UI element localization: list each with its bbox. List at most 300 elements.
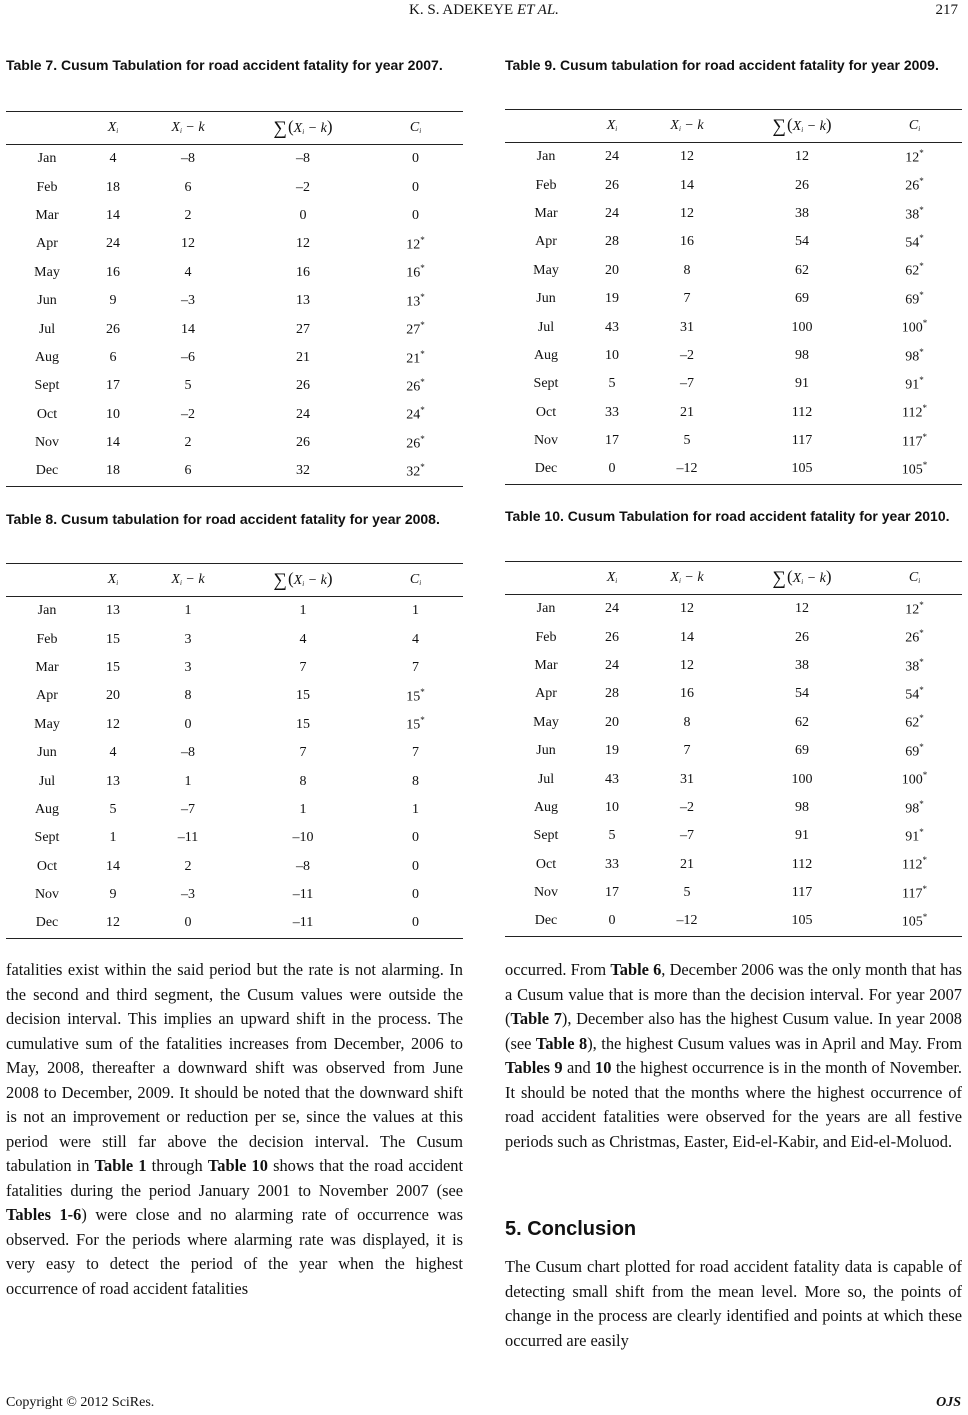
xi-minus-k-cell: 4 — [184, 264, 192, 280]
month-cell: Jan — [37, 603, 57, 619]
ci-cell: 91* — [905, 826, 924, 845]
xi-minus-k-cell: 1 — [184, 773, 192, 789]
table-row — [6, 909, 463, 938]
ci-cell: 0 — [412, 887, 419, 903]
month-cell: Jul — [537, 771, 555, 787]
right-paren: ) — [825, 566, 832, 586]
exceed-marker: * — [919, 261, 924, 272]
cumsum-cell: 15 — [296, 716, 310, 732]
sum-symbol: ∑ — [772, 115, 786, 137]
ci-cell: 26* — [905, 628, 924, 646]
header-x: X — [670, 570, 679, 585]
table-row — [6, 625, 463, 653]
cumsum-cell: 38 — [795, 205, 809, 221]
table-7-block — [6, 56, 463, 480]
exceed-marker: * — [420, 235, 425, 246]
xi-cell: 20 — [605, 262, 619, 278]
xi-cell: 24 — [605, 149, 619, 165]
cumsum-cell: 62 — [795, 714, 809, 730]
cumsum-cell: 105 — [737, 907, 867, 936]
table-8-block — [6, 510, 463, 931]
xi-minus-k-cell: 16 — [680, 234, 694, 250]
month-cell: Aug — [34, 349, 60, 365]
xi-cell: 18 — [88, 457, 138, 486]
table-row — [6, 145, 463, 174]
ci-cell: 54* — [905, 233, 924, 251]
xi-minus-k-cell: 0 — [138, 909, 238, 938]
cumsum-cell: –2 — [296, 179, 310, 195]
month-cell: Jun — [536, 743, 556, 759]
ci-cell: 38* — [905, 204, 924, 223]
month-cell: Mar — [534, 205, 558, 221]
xi-minus-k-cell: 8 — [683, 714, 691, 730]
xi-cell: 6 — [109, 349, 117, 365]
table-row — [6, 401, 463, 429]
sum-symbol: ∑ — [273, 117, 287, 139]
table-row — [505, 342, 962, 370]
right-paren: ) — [326, 116, 333, 136]
month-cell: Mar — [534, 657, 558, 673]
exceed-marker: * — [919, 713, 924, 724]
text-run: and — [562, 1058, 596, 1077]
ci-cell: 54* — [905, 685, 924, 703]
table-row — [6, 739, 463, 767]
xi-cell: 10 — [605, 347, 619, 363]
header-sub: i — [419, 127, 422, 135]
header-c: C — [908, 118, 919, 133]
exceed-marker: * — [922, 403, 927, 414]
month-cell: Feb — [36, 179, 58, 195]
xi-minus-k-cell: 2 — [184, 435, 192, 451]
cumsum-cell: –8 — [296, 151, 310, 167]
ci-cell: 0 — [412, 151, 419, 167]
exceed-marker: * — [919, 233, 924, 244]
header-sub: i — [615, 125, 618, 133]
bold-ref: Table 6 — [610, 960, 662, 979]
xi-minus-k-cell: –12 — [637, 455, 737, 484]
cumsum-cell: 12 — [795, 601, 809, 617]
table-8 — [6, 563, 463, 939]
table-row — [6, 202, 463, 230]
ci-cell: 0 — [412, 207, 419, 223]
table-row — [505, 200, 962, 228]
month-cell: May — [533, 262, 559, 278]
ci-cell: 0 — [412, 858, 419, 874]
cumsum-cell: 13 — [296, 293, 310, 309]
bold-ref: Tables 9 — [505, 1058, 563, 1077]
xi-cell: 4 — [109, 151, 117, 167]
right-paragraph — [505, 958, 962, 1154]
xi-minus-k-cell: 0 — [184, 716, 192, 732]
month-cell: Aug — [533, 799, 559, 815]
ci-cell: 12* — [905, 599, 924, 618]
xi-cell: 0 — [587, 455, 637, 484]
header-xi-minus-k — [637, 110, 737, 143]
header-x: X — [606, 570, 616, 585]
xi-minus-k-cell: –7 — [680, 376, 694, 392]
right-paren: ) — [326, 568, 333, 588]
ci-cell: 8 — [412, 773, 419, 789]
xi-minus-k-cell: 5 — [184, 378, 192, 394]
ci-cell: 0 — [412, 179, 419, 195]
cumsum-cell: 54 — [795, 686, 809, 702]
xi-minus-k-cell: –7 — [181, 801, 195, 817]
exceed-marker: * — [420, 376, 425, 387]
table-row — [505, 285, 962, 313]
month-cell: Mar — [35, 659, 59, 675]
table-row — [505, 313, 962, 341]
ci-cell: 7 — [412, 659, 419, 675]
xi-minus-k-cell: –12 — [637, 907, 737, 936]
xi-cell: 15 — [106, 659, 120, 675]
copyright: Copyright © 2012 SciRes. — [6, 1395, 155, 1410]
text-run: the highest occurrence is in the month of November. It should be noted that the months where the highest occurrence of road accident fatalities were observed for the years are all festive periods such as Christmas, Easter, Eid-el-Kabir, and Eid-el-Moluod. — [505, 1058, 962, 1151]
table-9-block — [505, 56, 962, 478]
text-run: fatalities exist within the said period but the rate is not alarming. In the second and third segment, the Cusum values were outside the decision interval. This implies an upward shift in the process. The cumulative sum of the fatalities increases from December, 2006 to May, 2008, thereafter a downward shift was observed from June 2008 to December, 2009. It should be noted that the downward shift is not an improvement or reduction per se, since the values at this period were still far above the decision interval. The Cusum tabulation in — [6, 960, 463, 1175]
header-c: C — [908, 570, 919, 585]
month-cell: Sept — [533, 376, 559, 392]
cumsum-cell: –11 — [238, 909, 368, 938]
cumsum-cell: 69 — [795, 291, 809, 307]
header-sub: i — [918, 125, 921, 133]
xi-minus-k-cell: 31 — [680, 319, 694, 335]
month-cell: May — [34, 264, 60, 280]
xi-minus-k-cell: 1 — [184, 603, 192, 619]
month-cell: Feb — [535, 177, 557, 193]
header-empty — [505, 562, 587, 595]
table-row — [505, 228, 962, 256]
exceed-marker: * — [922, 912, 928, 923]
header-sub: i — [116, 127, 119, 135]
text-run: shows that the road accident fatalities during the period January 2001 to November 2007 (see — [6, 1156, 463, 1200]
exceed-marker: * — [420, 348, 425, 359]
header-sub: i — [801, 125, 804, 134]
conclusion-paragraph: The Cusum chart plotted for road accident fatality data is capable of detecting small shift from the mean level. More so, the points of change in the process are clearly identified and points at which these occurred are easily — [505, 1257, 962, 1350]
xi-cell: 10 — [106, 406, 120, 422]
ci-cell: 26* — [905, 176, 924, 194]
table-row — [6, 682, 463, 710]
month-cell: Feb — [36, 631, 58, 647]
cumsum-cell: 69 — [795, 743, 809, 759]
cumsum-cell: –10 — [292, 830, 314, 846]
cumsum-cell: 98 — [795, 799, 809, 815]
cumsum-cell: 16 — [296, 264, 310, 280]
table-row — [505, 427, 962, 455]
month-cell: May — [34, 716, 60, 732]
table-row — [505, 399, 962, 427]
header-minus-k: − k — [803, 570, 826, 586]
xi-cell: 12 — [88, 909, 138, 938]
month-cell: Apr — [36, 688, 58, 704]
header-x: X — [792, 118, 802, 134]
ci-cell: 69* — [905, 741, 924, 760]
exceed-marker: * — [922, 855, 927, 866]
table-row — [505, 851, 962, 879]
xi-minus-k-cell: 7 — [683, 743, 691, 759]
header-x: X — [107, 120, 117, 135]
header-x: X — [293, 120, 303, 136]
table-row — [505, 370, 962, 398]
xi-minus-k-cell: 14 — [680, 177, 694, 193]
table-row — [505, 907, 962, 936]
header-sum — [737, 110, 867, 143]
left-paren: ( — [787, 566, 793, 586]
month-cell: Oct — [535, 404, 557, 420]
section-title: 5. Conclusion — [505, 1218, 637, 1240]
header-xi-minus-k — [637, 562, 737, 595]
cumsum-cell: 32 — [238, 457, 368, 486]
header-sub: i — [179, 127, 182, 135]
exceed-marker: * — [420, 320, 425, 331]
month-cell: Jan — [536, 149, 556, 165]
ci-cell: 1 — [412, 603, 419, 619]
xi-cell: 26 — [605, 629, 619, 645]
header-sum — [238, 112, 368, 145]
bold-ref: Table 7 — [510, 1009, 562, 1028]
month-cell: Nov — [34, 435, 60, 451]
cumsum-cell: 117 — [791, 433, 813, 449]
header-minus-k: − k — [181, 572, 205, 587]
table-row — [505, 171, 962, 199]
cumsum-cell: 1 — [299, 801, 307, 817]
xi-minus-k-cell: 5 — [683, 433, 691, 449]
xi-cell: 24 — [605, 205, 619, 221]
table-row — [505, 623, 962, 651]
xi-cell: 0 — [587, 907, 637, 936]
exceed-marker: * — [922, 431, 927, 442]
header-minus-k: − k — [680, 118, 704, 133]
xi-minus-k-cell: 12 — [181, 236, 195, 252]
table-row — [505, 652, 962, 680]
xi-cell: 4 — [109, 745, 117, 761]
cumsum-cell: 26 — [296, 378, 310, 394]
header-ci — [867, 562, 962, 595]
xi-minus-k-cell: 6 — [184, 179, 192, 195]
ci-cell: 0 — [368, 909, 463, 938]
ci-cell: 38* — [905, 656, 924, 675]
ci-cell: 105* — [867, 455, 962, 484]
xi-minus-k-cell: 8 — [683, 262, 691, 278]
cumsum-cell: 112 — [791, 856, 813, 872]
xi-minus-k-cell: –7 — [680, 828, 694, 844]
cumsum-cell: 24 — [296, 406, 310, 422]
header-sub: i — [615, 577, 618, 585]
month-cell: Feb — [535, 629, 557, 645]
xi-minus-k-cell: –2 — [680, 347, 694, 363]
ci-cell: 0 — [412, 830, 419, 846]
cumsum-cell: 91 — [795, 828, 809, 844]
xi-minus-k-cell: –3 — [181, 887, 195, 903]
table-10 — [505, 561, 962, 937]
table-row — [505, 765, 962, 793]
cumsum-cell: 21 — [296, 349, 310, 365]
cumsum-cell: 38 — [795, 657, 809, 673]
xi-minus-k-cell: 14 — [181, 321, 195, 337]
xi-cell: 24 — [605, 601, 619, 617]
xi-cell: 26 — [605, 177, 619, 193]
cumsum-cell: 1 — [299, 603, 307, 619]
text-run: , December 2006 was the only month that has a Cusum value that is more than the decision interval. For year 2007 ( — [505, 960, 962, 1028]
month-cell: Dec — [6, 457, 88, 486]
table-row — [6, 597, 463, 626]
month-cell: Jun — [37, 293, 57, 309]
month-cell: Jul — [38, 321, 56, 337]
ci-cell: 12* — [905, 147, 924, 166]
xi-minus-k-cell: 14 — [680, 629, 694, 645]
ci-cell: 16* — [406, 263, 425, 282]
ci-cell: 112* — [902, 403, 927, 422]
xi-cell: 9 — [109, 887, 117, 903]
ci-cell: 105* — [867, 907, 962, 936]
header-minus-k: − k — [181, 120, 205, 135]
month-cell: Mar — [35, 207, 59, 223]
cumsum-cell: 7 — [299, 659, 307, 675]
header-sub: i — [179, 579, 182, 587]
month-cell: Jun — [536, 291, 556, 307]
month-cell: Nov — [533, 885, 559, 901]
header-ci — [368, 112, 463, 145]
header-sum — [737, 562, 867, 595]
exceed-marker: * — [420, 715, 425, 726]
table-row — [6, 372, 463, 400]
exceed-marker: * — [919, 147, 924, 158]
running-head-authors — [0, 2, 968, 19]
cumsum-cell: 26 — [296, 435, 310, 451]
exceed-marker: * — [919, 204, 924, 215]
ci-cell: 98* — [905, 346, 924, 365]
cumsum-cell: 117 — [791, 885, 813, 901]
xi-minus-k-cell: 3 — [184, 659, 192, 675]
sum-symbol: ∑ — [772, 567, 786, 589]
month-cell: Jul — [38, 773, 56, 789]
xi-minus-k-cell: –11 — [177, 830, 199, 846]
text-run: occurred. From — [505, 960, 611, 979]
header-sub: i — [419, 579, 422, 587]
xi-minus-k-cell: 8 — [184, 688, 192, 704]
text-run: ) were close and no alarming rate of occurrence was observed. For the periods where alarming rate was displayed, it is very easy to detect the period of the year when the highest occurrence of road accident fatalities — [6, 1205, 463, 1298]
xi-minus-k-cell: 2 — [184, 207, 192, 223]
table-row — [6, 344, 463, 372]
ci-cell: 7 — [412, 745, 419, 761]
xi-minus-k-cell: –8 — [181, 745, 195, 761]
xi-minus-k-cell: 6 — [138, 457, 238, 486]
header-xi-minus-k — [138, 112, 238, 145]
left-paren: ( — [288, 568, 294, 588]
table-10-caption: Table 10. Cusum Tabulation for road accident fatality for year 2010. — [505, 508, 950, 524]
exceed-marker: * — [919, 798, 924, 809]
month-cell: Sept — [533, 828, 559, 844]
ci-cell: 32* — [368, 457, 463, 486]
xi-cell: 14 — [106, 207, 120, 223]
bold-ref: Table 10 — [207, 1156, 268, 1175]
journal-name: OJS — [936, 1395, 961, 1410]
xi-cell: 14 — [106, 435, 120, 451]
xi-minus-k-cell: –2 — [181, 406, 195, 422]
table-9-caption: Table 9. Cusum tabulation for road accident fatality for year 2009. — [505, 57, 939, 73]
ci-cell: 15* — [406, 715, 425, 734]
table-row — [505, 257, 962, 285]
table-row — [6, 259, 463, 287]
ci-cell: 62* — [905, 261, 924, 280]
xi-cell: 13 — [106, 603, 120, 619]
ci-cell: 100* — [901, 770, 928, 788]
header-sub: i — [302, 579, 305, 588]
text-run: ), December also has the highest Cusum value. In year 2008 (see — [505, 1009, 962, 1053]
xi-cell: 33 — [605, 404, 619, 420]
header-x: X — [792, 570, 802, 586]
exceed-marker: * — [420, 687, 425, 698]
xi-cell: 28 — [605, 234, 619, 250]
table-7-caption: Table 7. Cusum Tabulation for road accident fatality for year 2007. — [6, 57, 443, 73]
xi-cell: 19 — [605, 743, 619, 759]
ci-cell: 26* — [406, 433, 425, 452]
xi-cell: 17 — [605, 885, 619, 901]
exceed-marker: * — [919, 374, 924, 385]
table-row — [505, 595, 962, 624]
header-x: X — [107, 572, 117, 587]
xi-minus-k-cell: 2 — [184, 858, 192, 874]
left-paragraph — [6, 958, 463, 1301]
header-sub: i — [678, 577, 681, 585]
table-row — [505, 680, 962, 708]
cumsum-cell: 100 — [791, 319, 813, 335]
ci-cell: 112* — [902, 855, 927, 874]
cumsum-cell: 8 — [299, 773, 307, 789]
xi-minus-k-cell: –2 — [680, 799, 694, 815]
exceed-marker: * — [919, 826, 924, 837]
bold-ref: 10 — [595, 1058, 612, 1077]
exceed-marker: * — [919, 289, 924, 300]
cumsum-cell: 7 — [299, 745, 307, 761]
header-sub: i — [302, 127, 305, 136]
xi-cell: 18 — [106, 179, 120, 195]
header-x: X — [171, 572, 180, 587]
xi-minus-k-cell: 3 — [184, 631, 192, 647]
table-row — [505, 709, 962, 737]
left-paren: ( — [288, 116, 294, 136]
header-minus-k: − k — [304, 120, 327, 136]
cumsum-cell: 12 — [296, 236, 310, 252]
table-row — [6, 711, 463, 739]
cumsum-cell: 15 — [296, 688, 310, 704]
month-cell: Apr — [535, 686, 557, 702]
table-row — [505, 794, 962, 822]
ci-cell: 24* — [406, 405, 425, 424]
table-row — [505, 143, 962, 172]
sum-symbol: ∑ — [273, 569, 287, 591]
xi-minus-k-cell: 21 — [680, 404, 694, 420]
xi-minus-k-cell: –8 — [181, 151, 195, 167]
page-number: 217 — [935, 2, 958, 18]
header-ci — [368, 564, 463, 597]
xi-cell: 10 — [605, 799, 619, 815]
month-cell: Dec — [505, 907, 587, 936]
xi-cell: 17 — [106, 378, 120, 394]
ci-cell: 100* — [901, 318, 928, 336]
cumsum-cell: 54 — [795, 234, 809, 250]
month-cell: May — [533, 714, 559, 730]
exceed-marker: * — [922, 883, 927, 894]
cumsum-cell: 26 — [795, 177, 809, 193]
table-row — [6, 853, 463, 881]
month-cell: Nov — [34, 887, 60, 903]
xi-minus-k-cell: –6 — [181, 349, 195, 365]
cumsum-cell: 100 — [791, 771, 813, 787]
ci-cell: 117* — [902, 883, 927, 902]
exceed-marker: * — [919, 741, 924, 752]
month-cell: Oct — [535, 856, 557, 872]
xi-cell: 33 — [605, 856, 619, 872]
